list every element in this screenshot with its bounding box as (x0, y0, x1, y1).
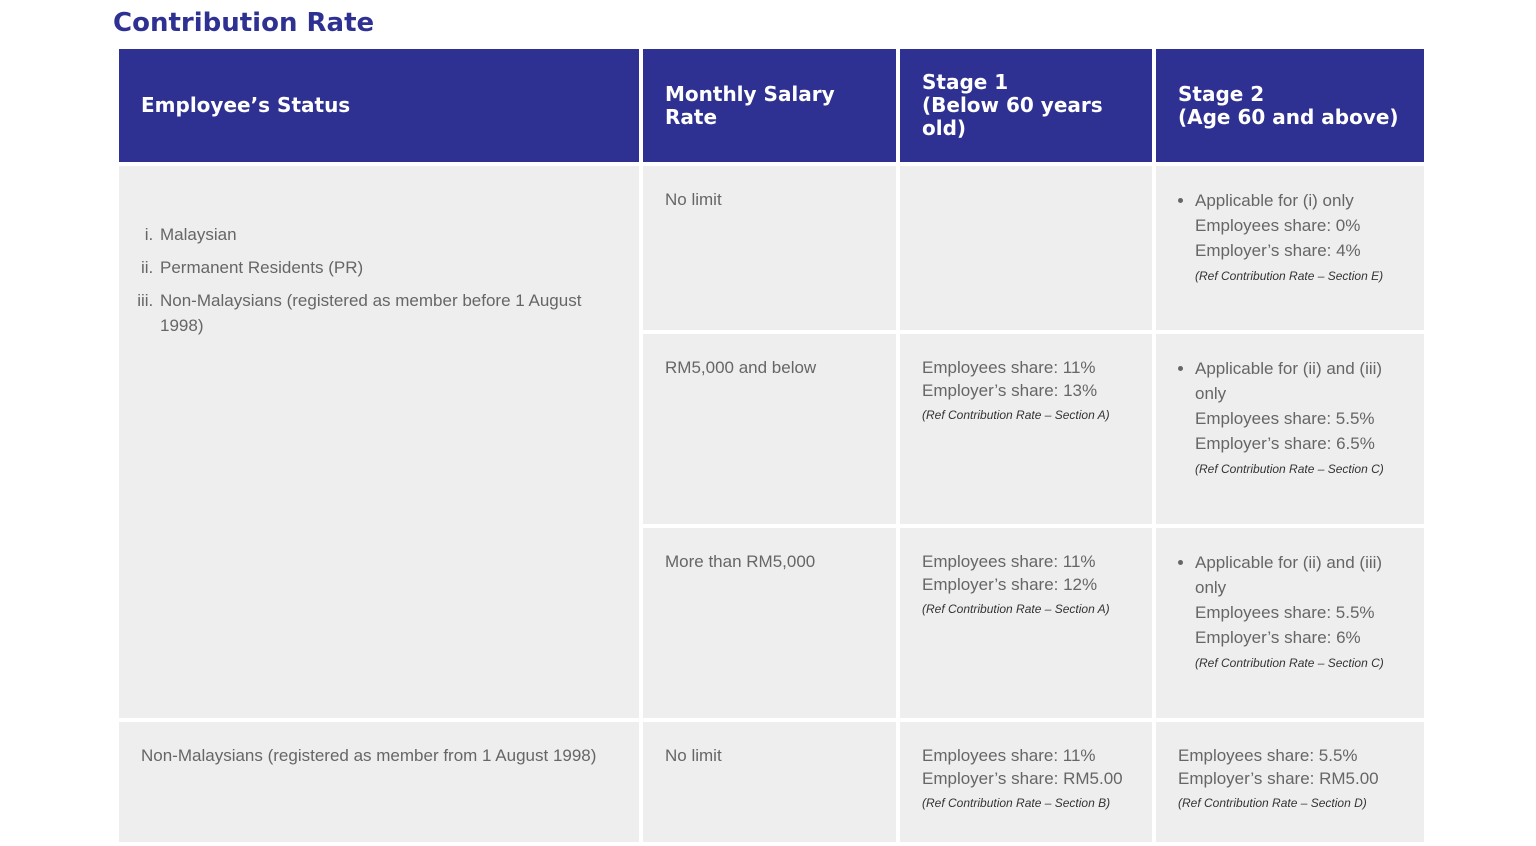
salary-cell (643, 334, 896, 524)
stage2-employee-share: Employees share: 0% (1195, 216, 1361, 235)
stage1-cell (900, 528, 1152, 718)
header-salary-line-2: Rate (665, 104, 718, 129)
salary-cell (643, 722, 896, 842)
stage2-details (1178, 600, 1402, 672)
stage1-cell (900, 334, 1152, 524)
header-stage1-line-2: (Below 60 years (922, 93, 1103, 117)
stage2-ref: (Ref Contribution Rate – Section D) (1178, 796, 1367, 810)
stage1-employee-share: Employees share: 11% (922, 552, 1096, 571)
stage2-applicability: • Applicable for (i) only (1195, 188, 1402, 213)
table-row (119, 722, 1424, 842)
stage1-employer-share: Employer’s share: 12% (922, 575, 1098, 594)
stage2-ref: (Ref Contribution Rate – Section E) (1195, 269, 1384, 283)
stage1-employer-share: Employer’s share: 13% (922, 381, 1098, 400)
status-item-malaysian: i. Malaysian (158, 222, 617, 247)
header-stage2-line-1: Stage 2 (1178, 81, 1265, 106)
stage2-applicability: • Applicable for (ii) and (iii) only (1195, 550, 1402, 600)
header-monthly-salary-rate (643, 49, 896, 162)
stage1-ref: (Ref Contribution Rate – Section A) (922, 408, 1110, 422)
table-row (119, 166, 1424, 330)
status-item-permanent-residents: ii. Permanent Residents (PR) (158, 255, 617, 280)
stage2-list (1178, 550, 1402, 600)
header-stage2-line-2: (Age 60 and above) (1178, 104, 1399, 129)
status-non-malaysians-from-1998: Non-Malaysians (registered as member from 1 August 1998) (141, 746, 597, 765)
contribution-rate-table (115, 45, 1428, 846)
stage2-applicability: • Applicable for (ii) and (iii) only (1195, 356, 1402, 406)
salary-value: RM5,000 and below (665, 358, 817, 377)
salary-value: No limit (665, 746, 722, 765)
stage2-employee-share: Employees share: 5.5% (1178, 746, 1358, 765)
header-salary-line-1: Monthly Salary (665, 81, 835, 106)
stage2-cell (1156, 166, 1424, 330)
page-title: Contribution Rate (113, 8, 375, 38)
stage2-cell (1156, 334, 1424, 524)
stage2-ref: (Ref Contribution Rate – Section C) (1195, 462, 1384, 476)
status-cell-group-1 (119, 166, 639, 718)
stage2-cell (1156, 722, 1424, 842)
salary-cell (643, 166, 896, 330)
stage1-employee-share: Employees share: 11% (922, 746, 1096, 765)
stage1-cell (900, 722, 1152, 842)
stage1-employee-share: Employees share: 11% (922, 358, 1096, 377)
stage2-details (1178, 406, 1402, 478)
salary-cell (643, 528, 896, 718)
stage2-employee-share: Employees share: 5.5% (1195, 409, 1375, 428)
stage2-list (1178, 188, 1402, 213)
stage1-employer-share: Employer’s share: RM5.00 (922, 769, 1123, 788)
employee-status-list (141, 222, 617, 338)
stage1-cell (900, 166, 1152, 330)
stage2-employee-share: Employees share: 5.5% (1195, 603, 1375, 622)
header-stage-1 (900, 49, 1152, 162)
table-header-row (119, 49, 1424, 162)
stage2-ref: (Ref Contribution Rate – Section C) (1195, 656, 1384, 670)
stage2-cell (1156, 528, 1424, 718)
header-employee-status (119, 49, 639, 162)
stage1-ref: (Ref Contribution Rate – Section A) (922, 602, 1110, 616)
salary-value: More than RM5,000 (665, 552, 816, 571)
header-stage1-line-3: old) (922, 116, 967, 140)
header-employee-status-label: Employee’s Status (141, 93, 351, 117)
salary-value: No limit (665, 190, 722, 209)
header-stage-2 (1156, 49, 1424, 162)
header-stage1-line-1: Stage 1 (922, 70, 1009, 94)
status-cell-group-2 (119, 722, 639, 842)
status-item-non-malaysians-before-1998: iii. Non-Malaysians (registered as member before 1 August 1998) (158, 288, 617, 338)
stage2-employer-share: Employer’s share: 6.5% (1195, 434, 1375, 453)
stage2-list (1178, 356, 1402, 406)
stage2-employer-share: Employer’s share: 6% (1195, 628, 1361, 647)
stage2-details (1178, 213, 1402, 285)
stage2-employer-share: Employer’s share: 4% (1195, 241, 1361, 260)
stage1-ref: (Ref Contribution Rate – Section B) (922, 796, 1111, 810)
stage2-employer-share: Employer’s share: RM5.00 (1178, 769, 1379, 788)
